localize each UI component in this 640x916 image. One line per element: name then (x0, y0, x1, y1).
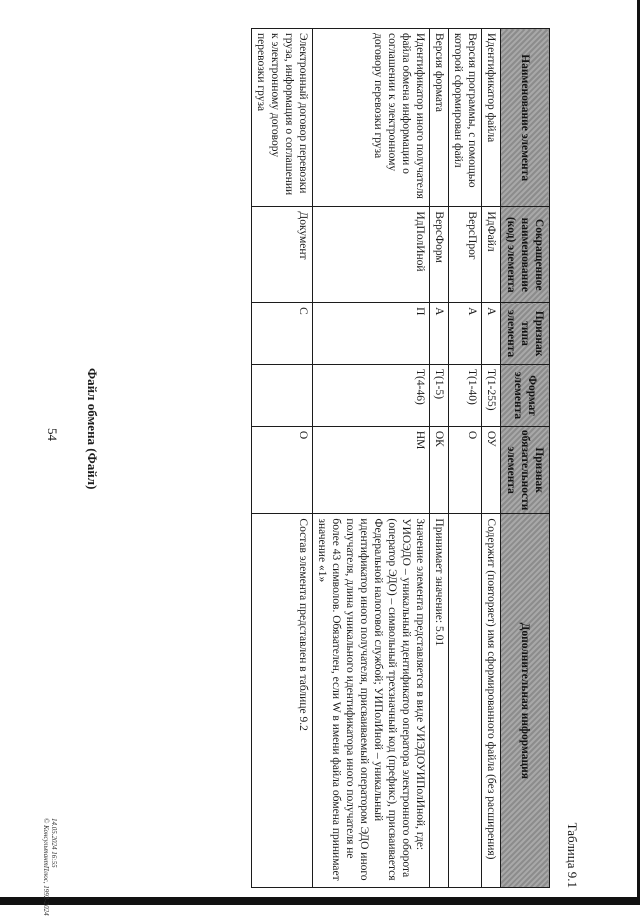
table-row (251, 29, 312, 888)
cell-required: ОК (429, 426, 448, 514)
cell-name: Версия программы, с помощью которой сформирован файл (448, 29, 481, 207)
header-additional-info: Дополнительная информация (500, 514, 549, 888)
cell-info: Принимает значение: 5.01 (429, 514, 448, 888)
scan-edge-bottom (0, 897, 640, 905)
cell-code: ВерсФорм (429, 207, 448, 303)
table-caption: Таблица 9.1 (565, 822, 580, 888)
table-row (481, 29, 500, 888)
header-element-required: Признак обязательности элемента (500, 426, 549, 514)
cell-code: ИдПолИной (312, 207, 429, 303)
exchange-file-table (251, 28, 550, 888)
cell-type: П (312, 303, 429, 365)
cell-type: С (251, 303, 312, 365)
cell-format: Т(1-255) (481, 365, 500, 427)
cell-name: Версия формата (429, 29, 448, 207)
cell-code: ИдФайл (481, 207, 500, 303)
table-row (312, 29, 429, 888)
cell-format (251, 365, 312, 427)
cell-code: ВерсПрог (448, 207, 481, 303)
table-header-row (500, 29, 549, 888)
signature-date: 14.05.2024 16:55 (50, 818, 58, 868)
cell-type: А (429, 303, 448, 365)
cell-name: Электронный договор перевозки груза, информация о соглашении к электронному договору перевозки груза (251, 29, 312, 207)
cell-type: А (448, 303, 481, 365)
header-element-name: Наименование элемента (500, 29, 549, 207)
cell-info: Состав элемента представлен в таблице 9.2 (251, 514, 312, 888)
cell-type: А (481, 303, 500, 365)
cell-format: Т(1-40) (448, 365, 481, 427)
document-signature (42, 818, 58, 916)
page-number: 54 (45, 428, 60, 441)
rotated-document-page (32, 28, 592, 888)
cell-required: ОУ (481, 426, 500, 514)
cell-name: Идентификатор файла (481, 29, 500, 207)
cell-required: О (251, 426, 312, 514)
header-element-code: Сокращенное наименование (код) элемента (500, 207, 549, 303)
cell-info (448, 514, 481, 888)
header-element-type: Признак типа элемента (500, 303, 549, 365)
header-element-format: Формат элемента (500, 365, 549, 427)
table-row (429, 29, 448, 888)
cell-required: НМ (312, 426, 429, 514)
cell-format: Т(4-46) (312, 365, 429, 427)
cell-code: Документ (251, 207, 312, 303)
cell-required: О (448, 426, 481, 514)
table-row (448, 29, 481, 888)
table-title: Файл обмена (Файл) (85, 368, 100, 490)
signature-source: © КонсультантПлюс, 1992-2024 (42, 818, 50, 916)
cell-info: Значение элемента представляется в виде УИЭДОУИПолИной, где: УИОЭДО – уникальный идентификатор оператора электронного оборота (оператор ЭДО) – символьный трехзначный код (префикс), присваивается Федеральной налоговой службой; УИПолИной – уникальный идентификатор иного получателя, присваиваемый оператором ЭДО иного получателя, длина уникального идентификатора иного получателя не более 43 символов. Обязателен, если W в имени файла обмена принимает значение «1» (312, 514, 429, 888)
cell-format: Т(1-5) (429, 365, 448, 427)
cell-name: Идентификатор иного получателя файла обмена информации о соглашении к электронному договору перевозки груза (312, 29, 429, 207)
cell-info: Содержит (повторяет) имя сформированного файла (без расширения) (481, 514, 500, 888)
